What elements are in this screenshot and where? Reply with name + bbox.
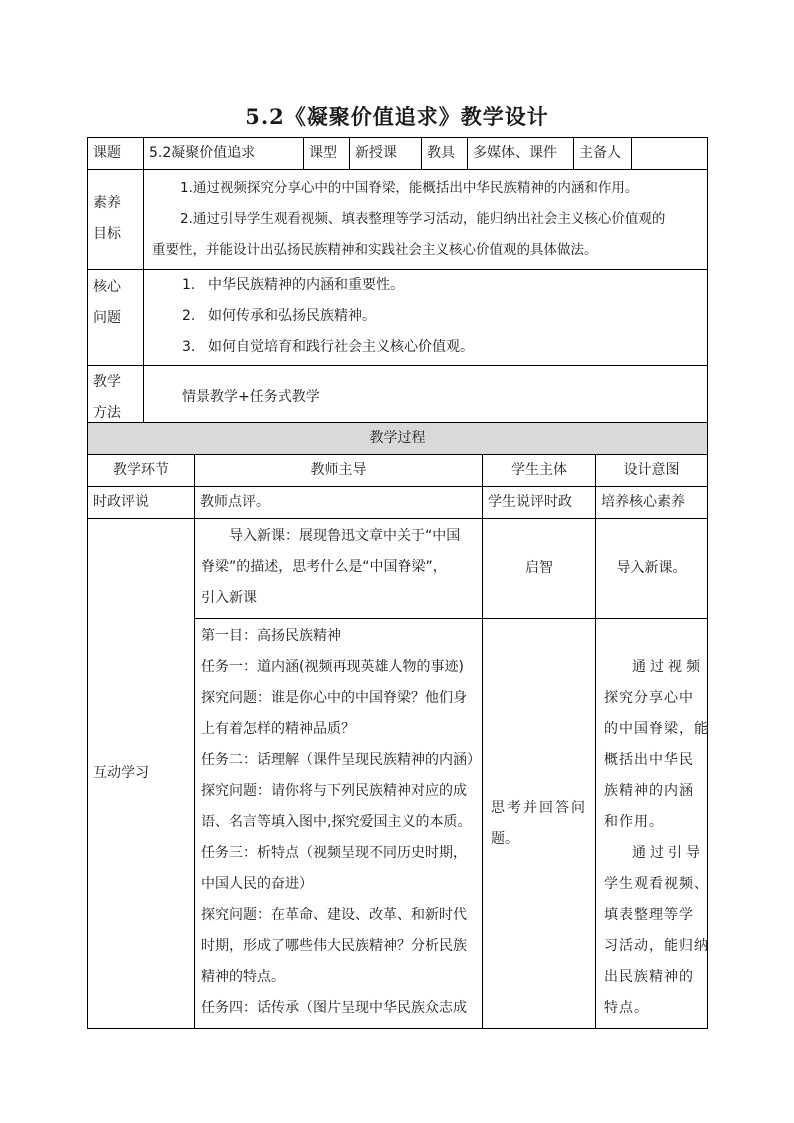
intent-line: 概括出中华民 [604, 752, 694, 768]
core-question-item [182, 301, 707, 332]
tools-label: 教具 [422, 138, 468, 170]
method-label [88, 366, 144, 430]
intro-teacher-line2: 脊梁”的描述，思考什么是“中国脊梁”， [201, 559, 447, 575]
core-question-text: 如何传承和弘扬民族精神。 [208, 308, 376, 324]
intent-line: 通过引导 [632, 845, 704, 861]
core-question-item [182, 332, 707, 363]
main-student [483, 619, 596, 1029]
teacher-line: 任务一：道内涵(视频再现英雄人物的事迹) [201, 659, 464, 675]
teacher-line: 第一目：高扬民族精神 [201, 628, 341, 644]
competency-label [88, 170, 144, 270]
process-section-title: 教学过程 [88, 423, 708, 455]
core-question-text: 如何自觉培育和践行社会主义核心价值观。 [208, 339, 474, 355]
core-question-num: 1. [182, 277, 196, 293]
intro-row [88, 519, 708, 619]
teaching-process-table [87, 422, 708, 1029]
column-header-stage: 教学环节 [88, 455, 195, 487]
core-questions-label [88, 270, 144, 366]
intent-line: 的中国脊梁，能 [604, 721, 709, 737]
intent-line: 通过视频 [632, 659, 704, 675]
intro-teacher [195, 519, 483, 619]
main-student-line2: 题。 [491, 830, 519, 847]
competency-label-line1: 素养 [93, 195, 121, 211]
process-title-row [88, 423, 708, 455]
politics-student: 学生说评时政 [483, 487, 596, 519]
competency-label-line2: 目标 [93, 226, 121, 242]
method-row [88, 366, 708, 430]
process-column-header-row [88, 455, 708, 487]
goal-2-line1: 2.通过引导学生观看视频、填表整理等学习活动，能归纳出社会主义核心价值观的 [180, 211, 666, 227]
method-label-line2: 方法 [93, 405, 121, 421]
lesson-type-label: 课型 [304, 138, 350, 170]
politics-row [88, 487, 708, 519]
intent-line: 探究分享心中 [604, 690, 694, 706]
core-question-item [182, 270, 707, 301]
teacher-line: 上有着怎样的精神品质？ [201, 721, 355, 737]
intent-line [604, 621, 701, 652]
politics-intent: 培养核心素养 [596, 487, 708, 519]
column-header-student: 学生主体 [483, 455, 596, 487]
method-label-line1: 教学 [93, 374, 121, 390]
method-value: 情景教学+任务式教学 [144, 366, 708, 430]
competency-row [88, 170, 708, 270]
goal-1: 1.通过视频探究分享心中的中国脊梁，能概括出中华民族精神的内涵和作用。 [180, 180, 639, 196]
teacher-line: 探究问题：谁是你心中的中国脊梁？他们身 [201, 690, 467, 706]
core-questions-label-line2: 问题 [93, 310, 121, 326]
intent-line: 出民族精神的 [604, 969, 694, 985]
intro-teacher-line3: 引入新课 [201, 590, 257, 606]
main-teacher-lines [201, 621, 482, 1024]
header-row [88, 138, 708, 170]
course-title-label: 课题 [88, 138, 144, 170]
interactive-stage: 互动学习 [88, 519, 195, 1029]
goal-2-line2: 重要性，并能设计出弘扬民族精神和实践社会主义核心价值观的具体做法。 [152, 242, 598, 258]
intent-line: 特点。 [604, 1000, 649, 1016]
intro-student: 启智 [483, 519, 596, 619]
intent-line: 习活动，能归纳 [604, 938, 709, 954]
teacher-line: 任务四：话传承（图片呈现中华民族众志成 [201, 1000, 467, 1016]
teacher-line: 精神的特点。 [201, 969, 285, 985]
teacher-line: 语、名言等填入图中,探究爱国主义的本质。 [201, 814, 472, 830]
teacher-line: 任务三：析特点（视频呈现不同历史时期， [201, 845, 467, 861]
lesson-info-table [87, 137, 708, 430]
intro-intent: 导入新课。 [596, 519, 708, 619]
intent-line: 族精神的内涵 [604, 783, 694, 799]
politics-stage: 时政评说 [88, 487, 195, 519]
preparer-label: 主备人 [574, 138, 632, 170]
competency-goals [144, 170, 708, 270]
course-title-value: 5.2凝聚价值追求 [144, 138, 304, 170]
teacher-line: 时期，形成了哪些伟大民族精神？分析民族 [201, 938, 467, 954]
tools-value: 多媒体、课件 [468, 138, 574, 170]
lesson-type-value: 新授课 [350, 138, 422, 170]
teacher-line: 中国人民的奋进） [201, 876, 313, 892]
core-questions-label-line1: 核心 [93, 279, 121, 295]
main-intent [596, 619, 708, 1029]
main-teacher [195, 619, 483, 1029]
core-question-num: 3. [182, 339, 196, 355]
intro-teacher-line1: 导入新课：展现鲁迅文章中关于“中国 [229, 528, 461, 544]
core-question-num: 2. [182, 308, 196, 324]
main-intent-lines [604, 621, 709, 1024]
politics-teacher: 教师点评。 [195, 487, 483, 519]
main-student-line1: 思考并回答问 [491, 799, 587, 816]
core-question-text: 中华民族精神的内涵和重要性。 [208, 277, 404, 293]
core-questions-list [144, 270, 708, 366]
column-header-teacher: 教师主导 [195, 455, 483, 487]
intent-line: 填表整理等学 [604, 907, 694, 923]
preparer-value [632, 138, 708, 170]
column-header-intent: 设计意图 [596, 455, 708, 487]
teacher-line: 探究问题：请你将与下列民族精神对应的成 [201, 783, 467, 799]
teacher-line: 任务二：话理解（课件呈现民族精神的内涵） [201, 752, 481, 768]
core-questions-row [88, 270, 708, 366]
page-title: 5.2《凝聚价值追求》教学设计 [245, 104, 549, 129]
teacher-line: 探究问题：在革命、建设、改革、和新时代 [201, 907, 467, 923]
intent-line: 和作用。 [604, 814, 664, 830]
intent-line: 学生观看视频、 [604, 876, 709, 892]
